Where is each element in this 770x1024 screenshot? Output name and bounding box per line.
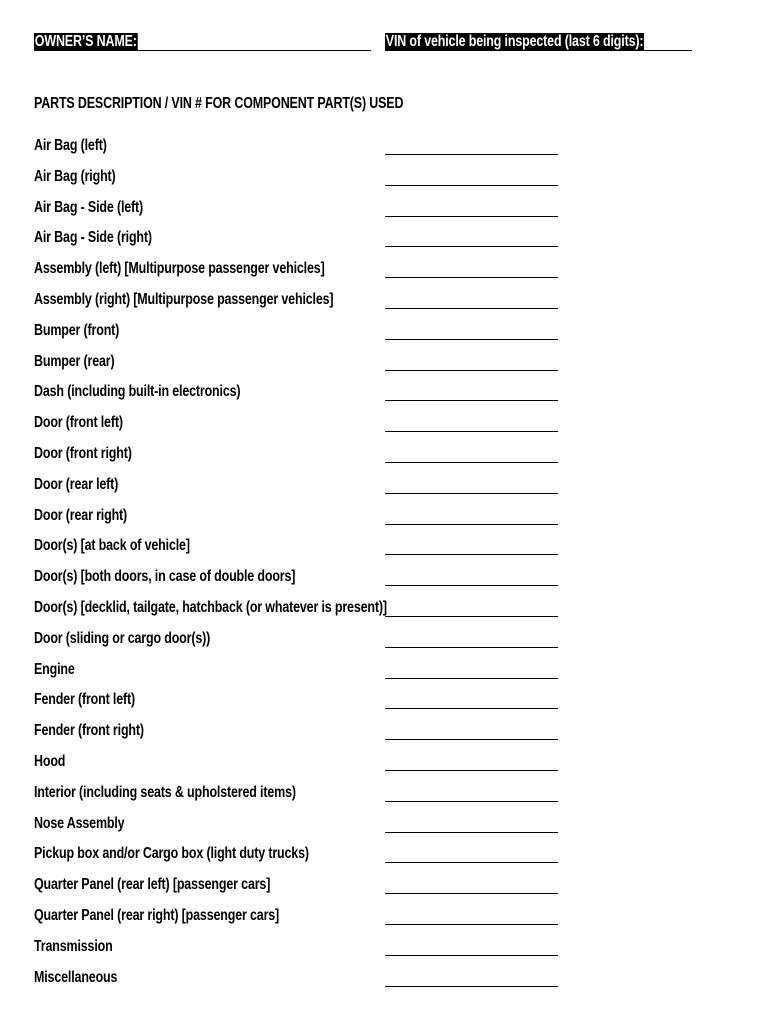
list-item [0,260,770,291]
part-label [34,507,153,525]
list-item [0,229,770,260]
part-vin-field[interactable] [385,893,558,894]
form-header [0,31,770,53]
list-item [0,414,770,445]
part-vin-field[interactable] [385,370,558,371]
part-label [34,722,175,740]
part-vin-field[interactable] [385,554,558,555]
part-label-text: Fender (front left) [34,691,136,709]
part-label-text: Door (sliding or cargo door(s)) [34,629,211,647]
section-title: PARTS DESCRIPTION / VIN # FOR COMPONENT PART(S) USED [34,95,404,112]
part-vin-field[interactable] [385,862,558,863]
list-item [0,907,770,938]
vin-field[interactable] [614,50,692,51]
part-vin-field[interactable] [385,185,558,186]
list-item [0,353,770,384]
part-vin-field[interactable] [385,616,558,617]
part-label [34,938,135,956]
list-item [0,137,770,168]
list-item [0,876,770,907]
list-item [0,322,770,353]
part-vin-field[interactable] [385,832,558,833]
part-label-text: Quarter Panel (rear right) [passenger cars] [34,906,280,924]
part-label [34,537,234,555]
list-item [0,845,770,876]
part-vin-field[interactable] [385,462,558,463]
part-label-text: Air Bag (left) [34,137,107,154]
part-label-text: Assembly (right) [Multipurpose passenger vehicles] [34,290,334,308]
part-vin-field[interactable] [385,308,558,309]
list-item [0,445,770,476]
list-item [0,383,770,414]
part-label-text: Door (rear right) [34,506,128,524]
part-vin-field[interactable] [385,339,558,340]
part-label-text: Air Bag - Side (left) [34,198,144,216]
part-label-text: Door (front left) [34,414,123,432]
list-item [0,630,770,661]
part-label-text: Assembly (left) [Multipurpose passenger vehicles] [34,260,325,278]
part-label [34,753,74,771]
part-vin-field[interactable] [385,770,558,771]
part-vin-field[interactable] [385,708,558,709]
list-item [0,661,770,692]
part-vin-field[interactable] [385,246,558,247]
part-vin-field[interactable] [385,801,558,802]
part-label [34,568,369,586]
part-label [34,168,139,186]
part-label [34,907,348,925]
list-item [0,291,770,322]
part-label [34,260,407,278]
part-vin-field[interactable] [385,524,558,525]
part-label [34,353,137,371]
part-label-text: Door(s) [both doors, in case of double doors] [34,568,296,586]
part-vin-field[interactable] [385,739,558,740]
list-item [0,568,770,599]
part-vin-field[interactable] [385,955,558,956]
parts-list [0,137,770,999]
list-item [0,969,770,1000]
list-item [0,476,770,507]
part-vin-field[interactable] [385,585,558,586]
part-vin-field[interactable] [385,678,558,679]
part-label-text: Air Bag (right) [34,167,116,185]
part-label-text: Dash (including built-in electronics) [34,383,241,401]
part-label [34,476,142,494]
part-vin-field[interactable] [385,431,558,432]
list-item [0,599,770,630]
owner-name-field[interactable] [128,50,371,51]
owner-name-label: OWNER’S NAME: [34,33,137,50]
part-label [34,845,386,863]
part-label [34,322,143,340]
part-label [34,445,159,463]
part-label [34,876,337,894]
list-item [0,784,770,815]
part-label-text: Interior (including seats & upholstered items) [34,783,296,801]
part-vin-field[interactable] [385,400,558,401]
part-vin-field[interactable] [385,986,558,987]
list-item [0,691,770,722]
list-item [0,507,770,538]
part-label [34,630,260,648]
part-label [34,229,185,247]
part-label [34,599,486,617]
part-label [34,414,148,432]
part-label-text: Engine [34,660,75,678]
part-label [34,291,418,309]
part-label [34,691,164,709]
list-item [0,938,770,969]
part-label-text: Pickup box and/or Cargo box (light duty trucks) [34,845,309,863]
part-label-text: Miscellaneous [34,968,118,986]
list-item [0,168,770,199]
part-label-text: Nose Assembly [34,814,125,832]
part-label [34,784,370,802]
part-label-text: Air Bag - Side (right) [34,229,152,247]
part-label [34,815,150,833]
part-label-text: Bumper (rear) [34,352,115,370]
part-label-text: Door (front right) [34,444,132,462]
part-label-text: Bumper (front) [34,321,120,339]
list-item [0,815,770,846]
list-item [0,537,770,568]
part-vin-field[interactable] [385,647,558,648]
list-item [0,722,770,753]
part-vin-field[interactable] [385,216,558,217]
list-item [0,199,770,230]
part-label-text: Transmission [34,937,113,955]
part-label [34,969,141,987]
part-vin-field[interactable] [385,493,558,494]
vin-label: VIN of vehicle being inspected (last 6 digits): [385,33,644,50]
list-item [0,753,770,784]
part-label-text: Fender (front right) [34,722,144,740]
part-label [34,661,86,679]
part-label [34,199,174,217]
part-vin-field[interactable] [385,277,558,278]
part-label [34,137,127,155]
part-vin-field[interactable] [385,924,558,925]
part-vin-field[interactable] [385,154,558,155]
part-label-text: Door(s) [at back of vehicle] [34,537,190,555]
part-label-text: Hood [34,752,66,770]
part-label-text: Door (rear left) [34,475,119,493]
part-label-text: Door(s) [decklid, tailgate, hatchback (or whatever is present)] [34,598,387,616]
part-label [34,383,299,401]
part-label-text: Quarter Panel (rear left) [passenger cars] [34,876,271,894]
